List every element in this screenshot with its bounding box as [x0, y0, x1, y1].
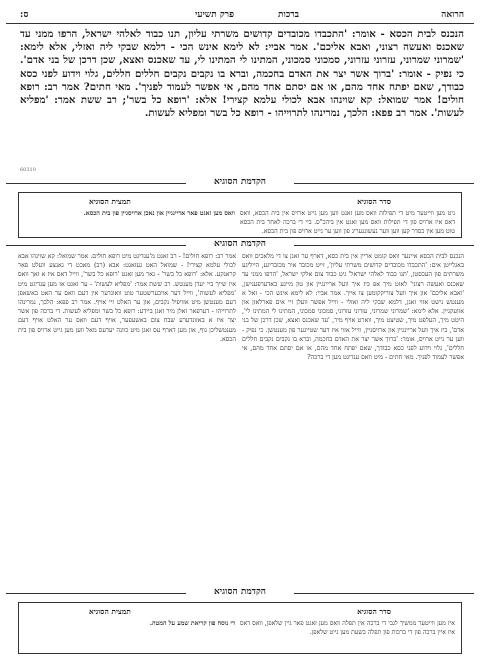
summary-box-1 [18, 192, 462, 238]
divider [294, 593, 474, 594]
divider [294, 245, 474, 246]
section-title-text: הקדמת הסוגיא [214, 177, 266, 187]
gemara-ref: 60310 [20, 167, 36, 173]
commentary-left-column: אמר רב: רופא חולים! - רב זאגט מ'ענדיגט מיט רופא חולים. אמר שמואל: קא שוינהו אבא לכולי עלמא קצירי! - שמואל האט געזאגט: אבא (רב) מאכט די גאנצע וועלט פאר קראנקע. אלא: 'רופא כל בשר' - נאר מען זאגט 'רופא כל בשר', ווייל דאס איז א זאך וואס איז שייך ביי יעדן מענטש. רב ששת אמר: 'מפליא לעשות' - ער זאגט אז מען ענדיגט מיט 'מפליא לעשות', ווייל דער אויבערשטער טוט וואונדער אין דעם וואס ער האט באשאפן דעם מענטשן מיט אזויפיל נקבים, און ער האלט זיי אויף. אמר רב פפא: הלכך, נמרינהו לתרוייהו - דערפאר זאלן מיר זאגן ביידע: רופא כל בשר ומפליא לעשות. די ברכה פון אשר יצר איז א באזונדערע שבח צום באשעפער, אויף דעם וואס ער האלט אויף דעם מענטשליכן גוף, און מען דארף עס זאגן מיט כוונה יעדעס מאל ווען מען גייט ארויס פון בית הכסא. [18, 253, 236, 343]
divider [6, 245, 186, 246]
page [6, 4, 474, 662]
box-head-order: סדר הסוגיא [357, 607, 391, 616]
box-head-summary: תמצית הסוגיא [89, 607, 131, 616]
box-text-summary: די נוסח פון קריאת שמע על המטה. [149, 620, 235, 627]
gemara-text: הנכנס לבית הכסא - אומר: 'התכבדו מכובדים קדושים משרתי עליון, תנו כבוד לאלהי ישראל, הרפו ממני עד שאכנס ואעשה רצוני, ואבא אליכם'. אמר אביי: לא לימא אינש הכי - דלמא שבקי ליה ואזלי, אלא לימא: 'שמרוני שמרוני, עזרוני עזרוני, סמכוני סמכוני, המתינו לי המתינו לי, עד שאכנס ואצא, שכן דרכן של בני אדם'. כי נפיק - אומר: 'ברוך אשר יצר את האדם בחכמה, וברא בו נקבים נקבים חללים חללים, גלוי וידוע לפני כסא כבודך, שאם יפתח אחד מהם, או אם יסתם אחד מהם, אי אפשר לעמוד לפניך'. מאי חתים? אמר רב: רופא חולים! אמר שמואל: קא שוינהו אבא לכולי עלמא קצירי! אלא: 'רופא כל בשר'; רב ששת אמר: 'מפליא לעשות'. אמר רב פפא: הלכך, נמרינהו לתרוייהו - רופא כל בשר ומפליא לעשות. [20, 28, 464, 120]
section-title-text: הקדמת הסוגיא [214, 587, 266, 597]
commentary-right-column: הנכנס לבית הכסא איינער וואס קומט אריין אין בית כסא, דארף ער זאגן צו די מלאכים וואס באגלייטן אים: 'התכבדו מכובדים קדושים משרתי עליון', זייט מכובד איר מכובדיגע, הייליגע משרתים פון העכסטן, 'תנו כבוד לאלהי ישראל' גיט כבוד צום אלקי ישראל, 'הרפו ממני עד שאכנס ואעשה רצוני' לאזט מיך אפ ביז איך וועל אריינגיין און טון מיינע באדערפענישן, 'ואבא אליכם' און איך וועל צוריקקומען צו אייך. אמר אביי: לא לימא אינש הכי - זאל א מענטש נישט אזוי זאגן, דלמא שבקי ליה ואזלי - ווייל אפשר וועלן זיי אים פארלאזן און אוועקגיין. אלא לימא: 'שמרוני שמרוני, עזרוני עזרוני, סמכוני סמכוני, המתינו לי המתינו לי', היטט מיך, העלפט מיך, שטיצט מיך, ווארט אויף מיר, 'עד שאכנס ואצא, שכן דרכן של בני אדם', ביז איך וועל אריינגיין און ארויסגיין, ווייל אזוי איז דער שטייגער פון מענטשן. כי נפיק - ווען ער גייט ארויס, אומר: 'ברוך אשר יצר את האדם בחכמה, וברא בו נקבים נקבים חללים חללים', גלוי וידוע לפני כסא כבודך, שאם יפתח אחד מהם, או אם יסתם אחד מהם, אי אפשר לעמוד לפניך. מאי חתים - מיט וואס ענדיגט מען די ברכה? [242, 253, 464, 362]
header-divider [6, 23, 474, 24]
divider [294, 183, 474, 184]
section-title-3 [6, 586, 474, 600]
page-header [6, 7, 474, 23]
section-title-1 [6, 176, 474, 190]
header-chapter: הרואה [441, 10, 464, 20]
box-head-order: סדר הסוגיא [357, 197, 391, 206]
header-tractate: ברכות [278, 10, 299, 20]
box-head-summary: תמצית הסוגיא [89, 197, 131, 206]
box-text-order: ניט מען ווייטער מיט די תפילות וואס מען זאגט ווען מען גייט ארויס אין בית הכסא, וואס דאס איז ארויס פון די תפילות וואס מען זאגט אין ביהכ"ס. ביי די ברכה לאחר בית הכסא טוט מען אין כסדר קען ווען ווער נעשונגעריג פון ווען ער גייט ארויס פון בית הכסא. [240, 210, 455, 235]
section-title-2 [6, 238, 474, 252]
summary-box-3 [18, 602, 462, 654]
header-perek: פרק תשיעי [195, 10, 234, 20]
box-text-order: איז מען ווייטער ממשיך לגבי די ברכה אין תפלה וואס מען זאגט פאר גיין שלאפן, וואס דאס איז איין ברכה פון די ברכות פון תפלה בשעת מען גייט שלאפן. [240, 620, 455, 636]
box-text-summary: וואס מען זאגט פאר אריינגיין און נאכן ארויסגיין פון בית הכסא. [83, 210, 235, 217]
section-title-text: הקדמת הסוגיא [214, 239, 266, 249]
divider [6, 593, 186, 594]
divider [6, 183, 186, 184]
header-folio: ס: [20, 10, 29, 20]
